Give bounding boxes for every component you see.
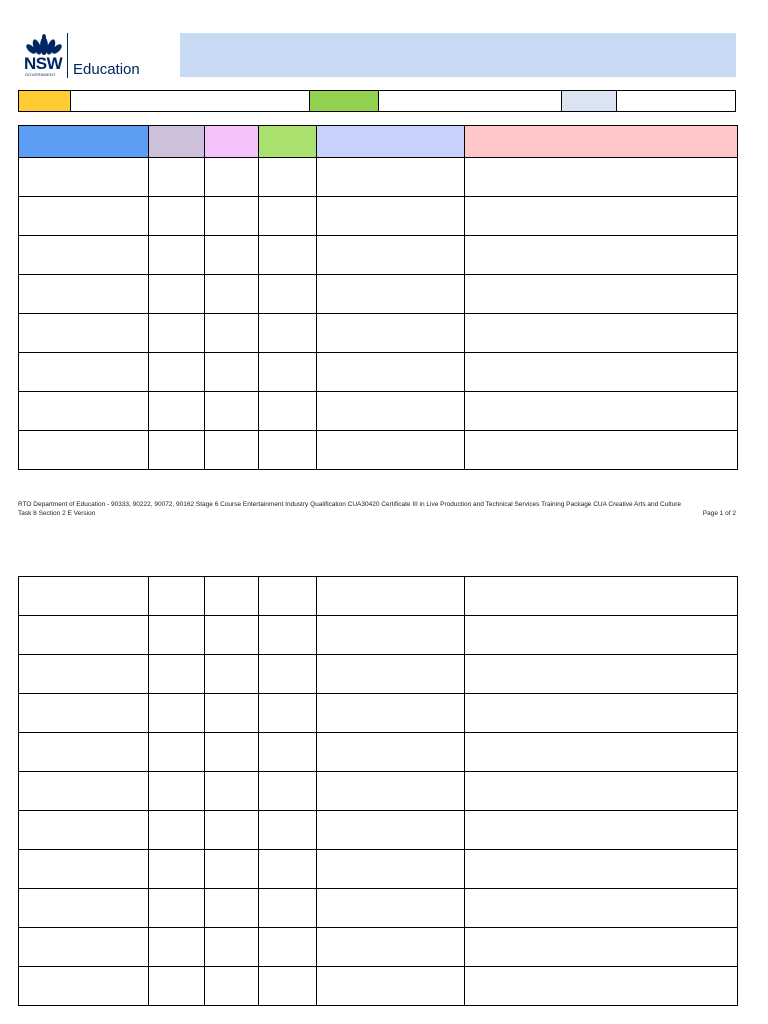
info-field-2[interactable] (379, 91, 562, 111)
table-row (19, 772, 738, 811)
table-cell[interactable] (149, 655, 205, 694)
table-row (19, 577, 738, 616)
table-cell[interactable] (317, 314, 465, 353)
table-row (19, 353, 738, 392)
table-cell[interactable] (259, 353, 317, 392)
table-cell[interactable] (465, 889, 738, 928)
table-cell[interactable] (149, 577, 205, 616)
table-row (19, 197, 738, 236)
table-cell[interactable] (259, 694, 317, 733)
table-cell[interactable] (259, 158, 317, 197)
info-yellow-cell (19, 91, 71, 111)
table-cell[interactable] (205, 772, 259, 811)
table-cell[interactable] (205, 197, 259, 236)
table-cell[interactable] (149, 392, 205, 431)
table-cell[interactable] (19, 236, 149, 275)
table-row (19, 616, 738, 655)
table-cell[interactable] (317, 694, 465, 733)
table-cell[interactable] (259, 616, 317, 655)
page-footer (18, 500, 736, 518)
table-row (19, 236, 738, 275)
table-cell[interactable] (259, 772, 317, 811)
table-cell[interactable] (205, 655, 259, 694)
table-row (19, 733, 738, 772)
table-cell[interactable] (317, 733, 465, 772)
table-cell[interactable] (149, 967, 205, 1006)
table-cell[interactable] (205, 694, 259, 733)
table-cell[interactable] (317, 431, 465, 470)
table-row (19, 889, 738, 928)
table-page1 (18, 125, 738, 470)
table-cell[interactable] (19, 616, 149, 655)
table-cell[interactable] (317, 197, 465, 236)
table-cell[interactable] (465, 431, 738, 470)
table-cell[interactable] (205, 577, 259, 616)
table-cell[interactable] (465, 811, 738, 850)
info-row (18, 90, 736, 112)
table-cell[interactable] (19, 392, 149, 431)
table-cell[interactable] (19, 353, 149, 392)
table-cell[interactable] (205, 850, 259, 889)
table-cell[interactable] (465, 236, 738, 275)
header-cell-green (259, 126, 317, 158)
table-cell[interactable] (19, 197, 149, 236)
table-cell[interactable] (465, 353, 738, 392)
table-cell[interactable] (19, 655, 149, 694)
table-cell[interactable] (205, 353, 259, 392)
table-row (19, 655, 738, 694)
table-cell[interactable] (259, 811, 317, 850)
table-cell[interactable] (149, 158, 205, 197)
table-cell[interactable] (205, 158, 259, 197)
table-row (19, 811, 738, 850)
table-cell[interactable] (317, 772, 465, 811)
table-cell[interactable] (149, 197, 205, 236)
table-cell[interactable] (259, 655, 317, 694)
table-cell[interactable] (149, 236, 205, 275)
table-row (19, 314, 738, 353)
table-cell[interactable] (317, 236, 465, 275)
table-cell[interactable] (317, 811, 465, 850)
nsw-wordmark: NSW (24, 54, 63, 73)
footer-rto-line: RTO Department of Education - 90333, 90222, 90072, 90162 Stage 6 Course Entertainment Industry Qualification CUA30420 Certificate III in Live Production and Technical Services Training Package CUA Creative Arts and Culture (18, 501, 682, 508)
table-cell[interactable] (259, 392, 317, 431)
table-cell[interactable] (465, 392, 738, 431)
table-cell[interactable] (317, 353, 465, 392)
table-cell[interactable] (465, 694, 738, 733)
footer-page-number: Page 1 of 2 (702, 510, 736, 517)
table-cell[interactable] (149, 431, 205, 470)
table-cell[interactable] (149, 616, 205, 655)
table-cell[interactable] (317, 928, 465, 967)
table-cell[interactable] (259, 733, 317, 772)
table-cell[interactable] (149, 928, 205, 967)
info-green-cell (310, 91, 379, 111)
table-cell[interactable] (19, 158, 149, 197)
table-cell[interactable] (465, 314, 738, 353)
table-cell[interactable] (205, 392, 259, 431)
table-cell[interactable] (259, 197, 317, 236)
table-cell[interactable] (205, 889, 259, 928)
table-cell[interactable] (19, 811, 149, 850)
table-cell[interactable] (465, 733, 738, 772)
header-row (19, 126, 738, 158)
info-lightblue-cell (562, 91, 617, 111)
header-cell-salmon (465, 126, 738, 158)
table-cell[interactable] (149, 275, 205, 314)
table-row (19, 392, 738, 431)
table-cell[interactable] (149, 772, 205, 811)
table-cell[interactable] (19, 314, 149, 353)
table-cell[interactable] (19, 694, 149, 733)
table-cell[interactable] (465, 772, 738, 811)
info-field-1[interactable] (71, 91, 310, 111)
table-cell[interactable] (259, 889, 317, 928)
table-cell[interactable] (317, 392, 465, 431)
table-cell[interactable] (149, 889, 205, 928)
logo-divider (67, 33, 68, 78)
table-cell[interactable] (149, 733, 205, 772)
table-cell[interactable] (259, 236, 317, 275)
table-row (19, 967, 738, 1006)
table-cell[interactable] (259, 275, 317, 314)
table-cell[interactable] (317, 158, 465, 197)
table-cell[interactable] (465, 967, 738, 1006)
table-cell[interactable] (19, 577, 149, 616)
table-cell[interactable] (19, 967, 149, 1006)
header-cell-purple (149, 126, 205, 158)
table-cell[interactable] (259, 577, 317, 616)
table-cell[interactable] (259, 850, 317, 889)
table-cell[interactable] (465, 850, 738, 889)
table-cell[interactable] (317, 577, 465, 616)
table-cell[interactable] (205, 967, 259, 1006)
table-cell[interactable] (19, 275, 149, 314)
table-cell[interactable] (19, 733, 149, 772)
table-cell[interactable] (205, 811, 259, 850)
department-name: Education (73, 61, 140, 78)
table-cell[interactable] (465, 928, 738, 967)
table-cell[interactable] (149, 694, 205, 733)
footer-task-label: Task 8 Section 2 E Version (18, 510, 96, 517)
table-cell[interactable] (205, 733, 259, 772)
header-cell-pink (205, 126, 259, 158)
nsw-education-logo (22, 33, 144, 81)
table-row (19, 431, 738, 470)
table-cell[interactable] (205, 275, 259, 314)
table-cell[interactable] (465, 655, 738, 694)
table-cell[interactable] (19, 928, 149, 967)
table-cell[interactable] (259, 967, 317, 1006)
table-cell[interactable] (19, 850, 149, 889)
header-cell-blue (19, 126, 149, 158)
table-cell[interactable] (317, 616, 465, 655)
table-cell[interactable] (149, 314, 205, 353)
table-cell[interactable] (149, 850, 205, 889)
table-cell[interactable] (19, 431, 149, 470)
table-cell[interactable] (205, 616, 259, 655)
table-cell[interactable] (205, 928, 259, 967)
table-row (19, 928, 738, 967)
table-cell[interactable] (149, 353, 205, 392)
header-cell-periwinkle (317, 126, 465, 158)
table-row (19, 850, 738, 889)
table-cell[interactable] (317, 967, 465, 1006)
table-cell[interactable] (205, 431, 259, 470)
table-cell[interactable] (19, 772, 149, 811)
table-row (19, 275, 738, 314)
info-field-3[interactable] (617, 91, 735, 111)
table-cell[interactable] (317, 655, 465, 694)
table-cell[interactable] (317, 889, 465, 928)
table-row (19, 694, 738, 733)
table-cell[interactable] (259, 314, 317, 353)
government-label: GOVERNMENT (25, 72, 56, 77)
table-cell[interactable] (205, 314, 259, 353)
table-cell[interactable] (19, 889, 149, 928)
table-cell[interactable] (149, 811, 205, 850)
table-row (19, 158, 738, 197)
table-cell[interactable] (465, 275, 738, 314)
table-cell[interactable] (465, 197, 738, 236)
table-page2 (18, 576, 738, 1006)
table-cell[interactable] (465, 158, 738, 197)
table-cell[interactable] (317, 850, 465, 889)
title-field[interactable] (180, 33, 736, 77)
table-cell[interactable] (205, 236, 259, 275)
table-cell[interactable] (317, 275, 465, 314)
table-cell[interactable] (259, 431, 317, 470)
table-cell[interactable] (259, 928, 317, 967)
table-cell[interactable] (465, 577, 738, 616)
table-cell[interactable] (465, 616, 738, 655)
